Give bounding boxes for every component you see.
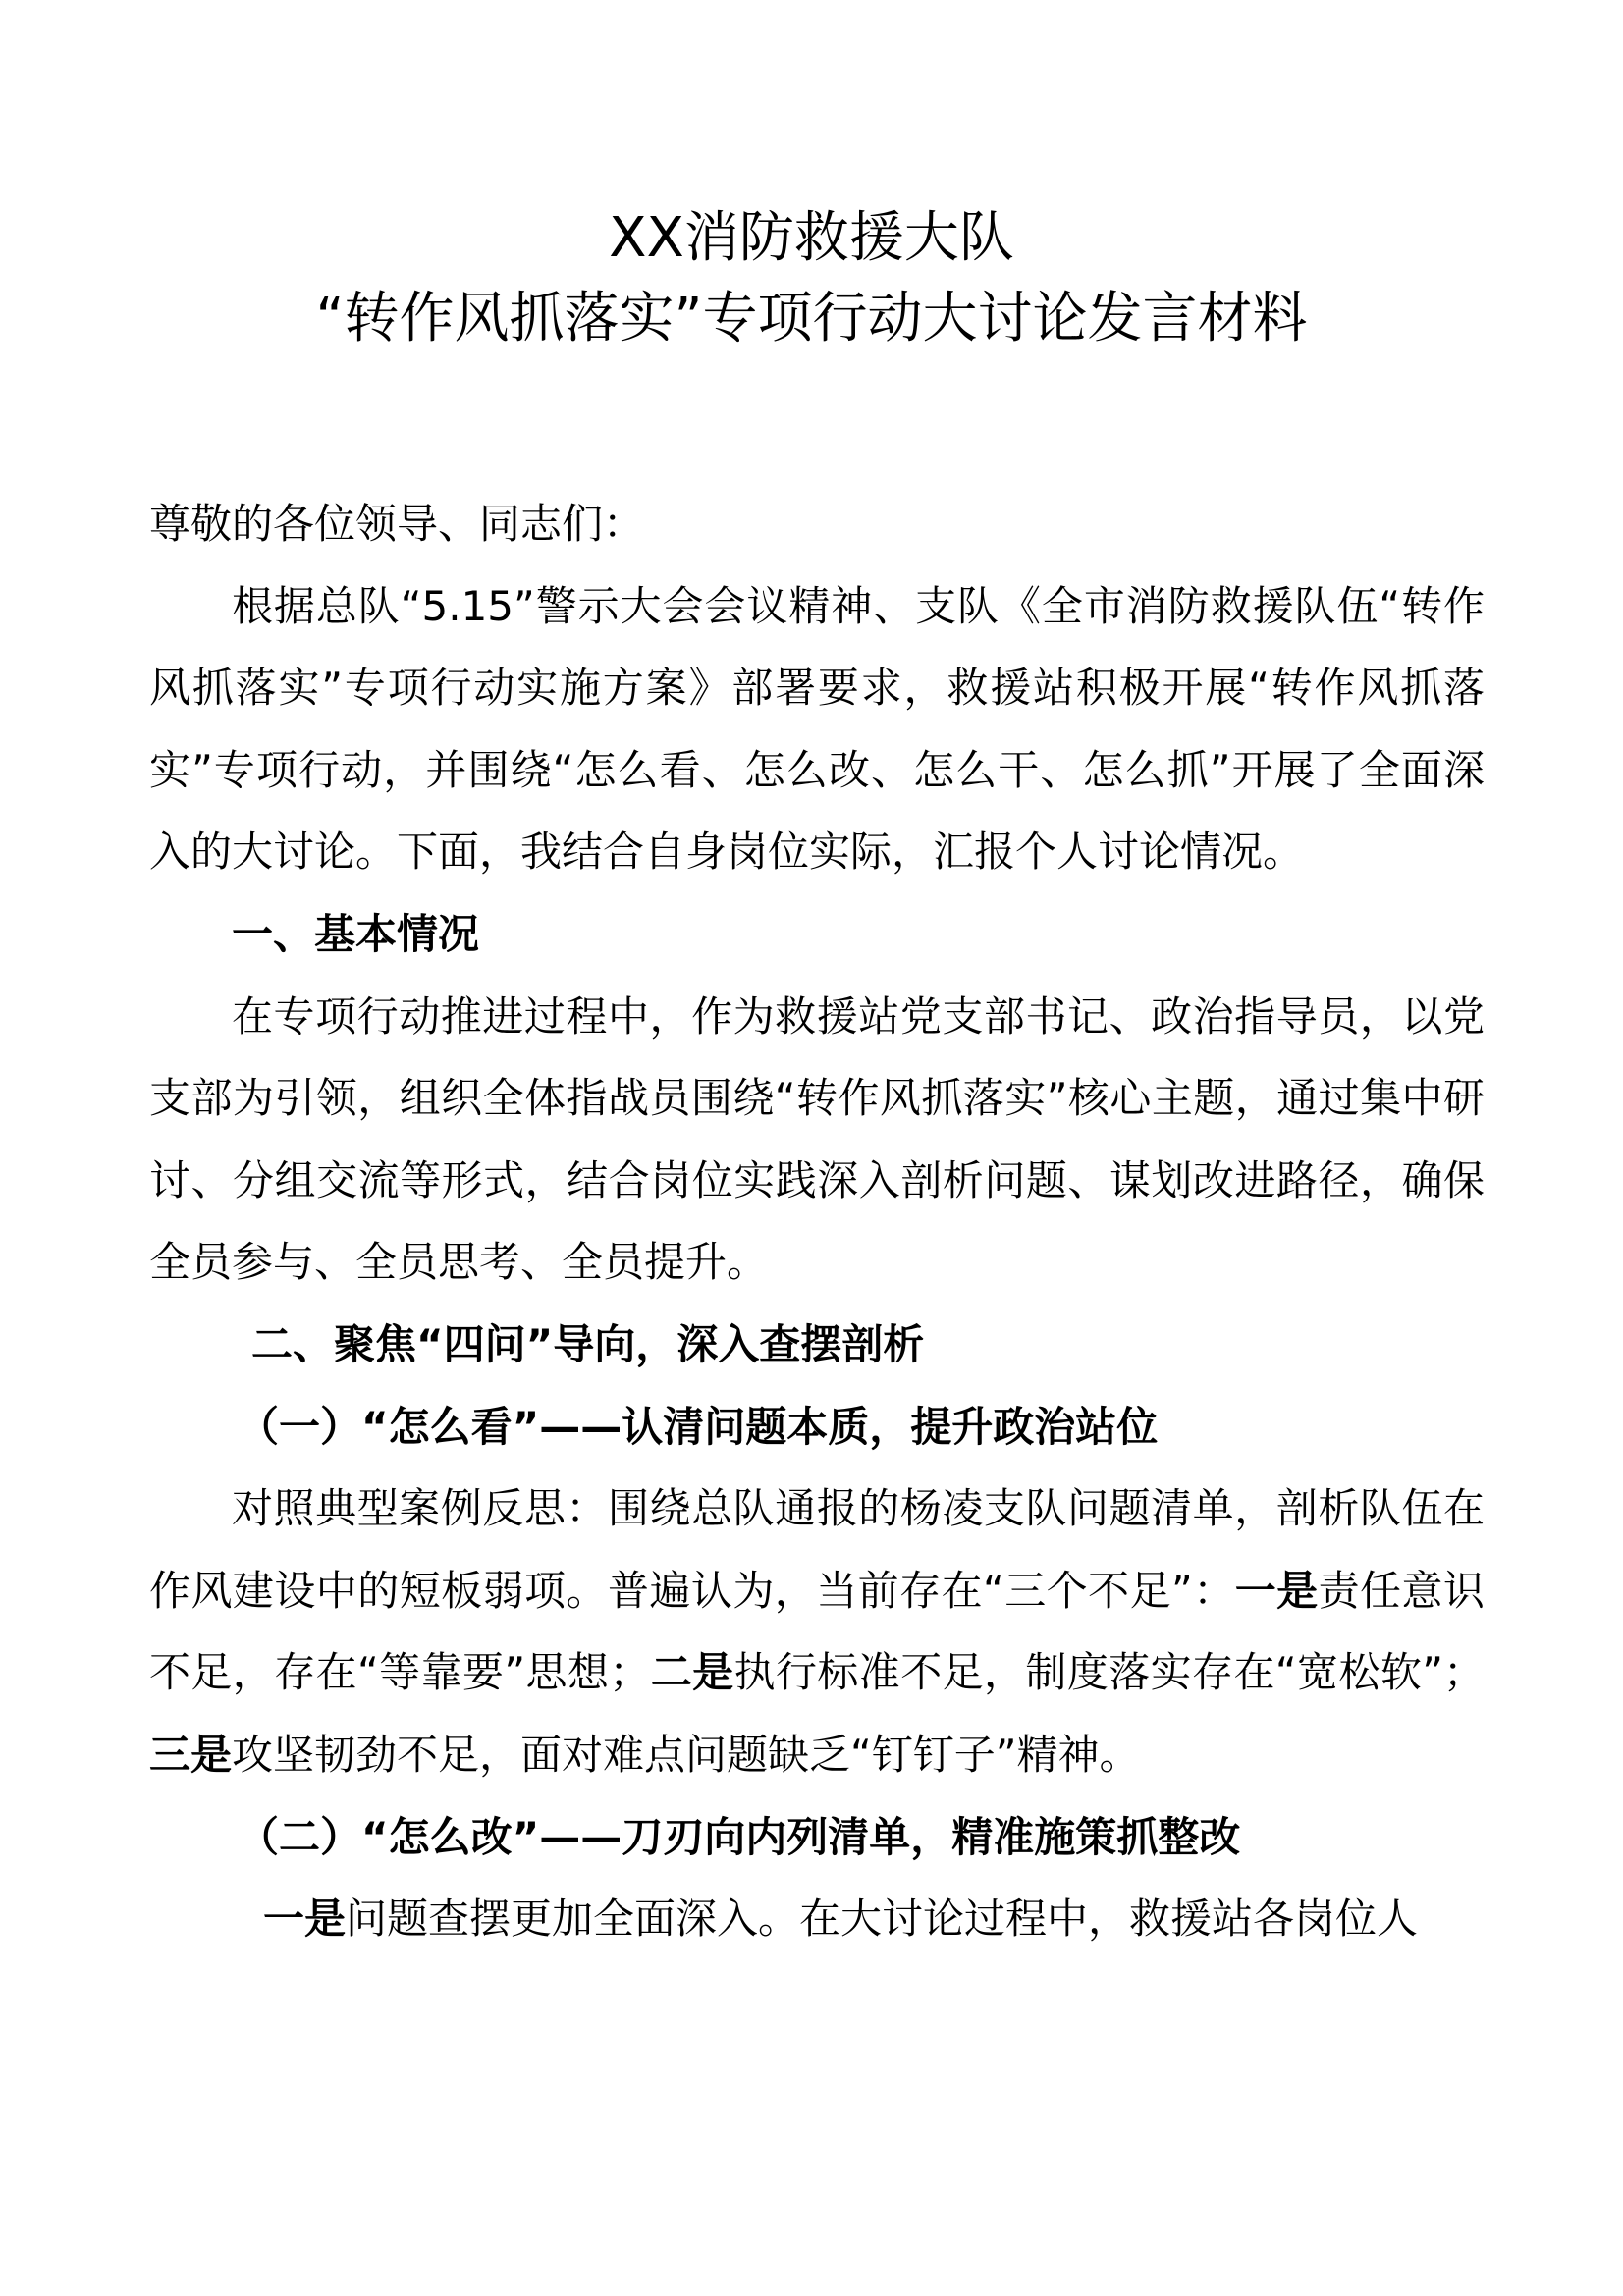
subsection2-text-a: 问题查摆更加全面深入。在大讨论过程中，救援站各岗位人: [346, 1895, 1419, 1944]
subsection1-text-c: 执行标准不足，制度落实存在“宽松软”；: [733, 1648, 1485, 1697]
section1-heading: 一、基本情况: [232, 909, 480, 958]
subsection2-heading: （二）“怎么改”——刀刃向内列清单，精准施策抓整改: [238, 1812, 1241, 1861]
subsection1-lead-1: 一是: [1234, 1566, 1319, 1615]
subsection1-paragraph: [149, 1468, 1485, 1795]
subsection2-lead-1: 一是: [263, 1895, 347, 1944]
section1-paragraph: 在专项行动推进过程中，作为救援站党支部书记、政治指导员，以党支部为引领，组织全体指战员围绕“转作风抓落实”核心主题，通过集中研讨、分组交流等形式，结合岗位实践深入剖析问题、谋划改进路径，确保全员参与、全员思考、全员提升。: [149, 991, 1485, 1287]
subsection1-heading: （一）“怎么看”——认清问题本质，提升政治站位: [238, 1402, 1159, 1451]
intro-paragraph: 根据总队“5.15”警示大会会议精神、支队《全市消防救援队伍“转作风抓落实”专项行动实施方案》部署要求，救援站积极开展“转作风抓落实”专项行动，并围绕“怎么看、怎么改、怎么干、怎么抓”开展了全面深入的大讨论。下面，我结合自身岗位实际，汇报个人讨论情况。: [149, 581, 1485, 877]
subsection2-paragraph: [149, 1878, 1485, 1960]
subsection1-text-b: 责任意识不足，存在“等靠要”思想；: [149, 1566, 1485, 1697]
document-title-line1: XX消防救援大队: [609, 206, 1014, 270]
document-body: [149, 483, 1485, 1960]
subsection1-text-a: 对照典型案例反思：围绕总队通报的杨凌支队问题清单，剖析队伍在作风建设中的短板弱项。普遍认为，当前存在“三个不足”：: [149, 1484, 1485, 1615]
subsection1-text-d: 攻坚韧劲不足，面对难点问题缺乏“钉钉子”精神。: [232, 1730, 1141, 1779]
subsection1-lead-2: 二是: [650, 1648, 734, 1697]
subsection1-lead-3: 三是: [149, 1730, 233, 1779]
section2-heading: 二、聚焦“四问”导向，深入查摆剖析: [251, 1319, 925, 1368]
document-title-line2: “转作风抓落实”专项行动大讨论发言材料: [315, 287, 1308, 350]
salutation: 尊敬的各位领导、同志们：: [149, 500, 645, 548]
